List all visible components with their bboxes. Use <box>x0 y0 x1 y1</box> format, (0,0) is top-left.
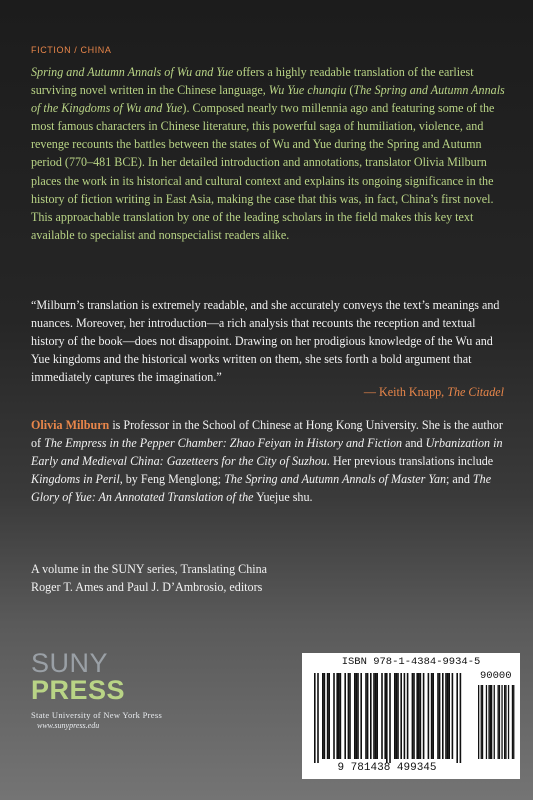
bio-book-title: The Glory of Yue: An Annotated Translation of the <box>31 472 492 505</box>
bio-text: Yuejue shu. <box>253 490 313 505</box>
publisher-website: www.sunypress.edu <box>37 721 100 730</box>
english-title: The Spring and Autumn Annals of the Kingdoms of Wu and Yue <box>31 83 505 116</box>
author-bio <box>31 416 505 506</box>
series-line: A volume in the SUNY series, Translating China <box>31 562 268 576</box>
bio-book-title: Kingdoms in Peril <box>31 472 120 487</box>
description-text: ( <box>346 83 354 98</box>
publisher-full-name: State University of New York Press <box>31 710 163 720</box>
chinese-title: Wu Yue chunqiu <box>268 83 347 98</box>
series-editors: Roger T. Ames and Paul J. D’Ambrosio, editors <box>31 580 263 595</box>
logo-press: PRESS <box>31 675 126 705</box>
author-name: Olivia Milburn <box>31 418 110 432</box>
bio-text: ; and <box>446 472 473 487</box>
bio-text: . Her previous translations include <box>326 454 494 469</box>
logo-suny: SUNY <box>31 648 109 678</box>
bio-book-title: Urbanization in Early and Medieval China: Gazetteers for the City of Suzhou <box>31 436 503 469</box>
reviewer-name: — Keith Knapp, <box>363 385 448 399</box>
category-label: FICTION / CHINA <box>31 45 112 55</box>
price-code: 90000 <box>480 670 512 682</box>
book-description <box>31 63 505 244</box>
bio-book-title: The Spring and Autumn Annals of Master Yan <box>224 472 447 487</box>
bio-text: and <box>402 436 426 451</box>
publisher-logo <box>31 650 251 730</box>
quote-attribution <box>364 385 504 400</box>
series-info <box>31 560 505 596</box>
isbn-label: ISBN 978-1-4384-9934-5 <box>341 656 481 668</box>
book-title: Spring and Autumn Annals of Wu and Yue <box>31 65 234 79</box>
ean-number: 9 781438 499345 <box>337 762 437 774</box>
review-quote: “Milburn’s translation is extremely readable, and she accurately conveys the text’s meanings and nuances. Moreover, her introduction—a rich analysis that recounts the reception and textual history of the book—does not disappoint. Drawing on her prodigious knowledge of the Wu and Yue kingdoms and the historical works written on them, she sets forth a bold argument that immediately captures the imagination.” <box>31 298 500 385</box>
review-source: The Citadel <box>447 385 504 399</box>
bio-text: is Professor in the School of Chinese at Hong Kong University. She is the author of <box>31 418 503 451</box>
bio-book-title: The Empress in the Pepper Chamber: Zhao Feiyan in History and Fiction <box>44 436 403 451</box>
bio-text: , by Feng Menglong; <box>119 472 225 487</box>
description-text: offers a highly readable translation of the earliest surviving novel written in the Chinese language, <box>31 65 474 98</box>
description-text: ). Composed nearly two millennia ago and featuring some of the most famous characters in Chinese literature, this powerful saga of humiliation, violence, and revenge recounts the battles between the states of Wu and Yue during the Spring and Autumn period (770–481 BCE). In her detailed introduction and annotations, translator Olivia Milburn places the work in its historical and cultural context and explains its ongoing significance in the history of fiction writing in East Asia, making the case that this was, in fact, China’s first novel. This approachable translation by one of the leading scholars in the field makes this key text available to specialist and nonspecialist readers alike. <box>31 101 495 242</box>
barcode-box <box>302 653 520 779</box>
